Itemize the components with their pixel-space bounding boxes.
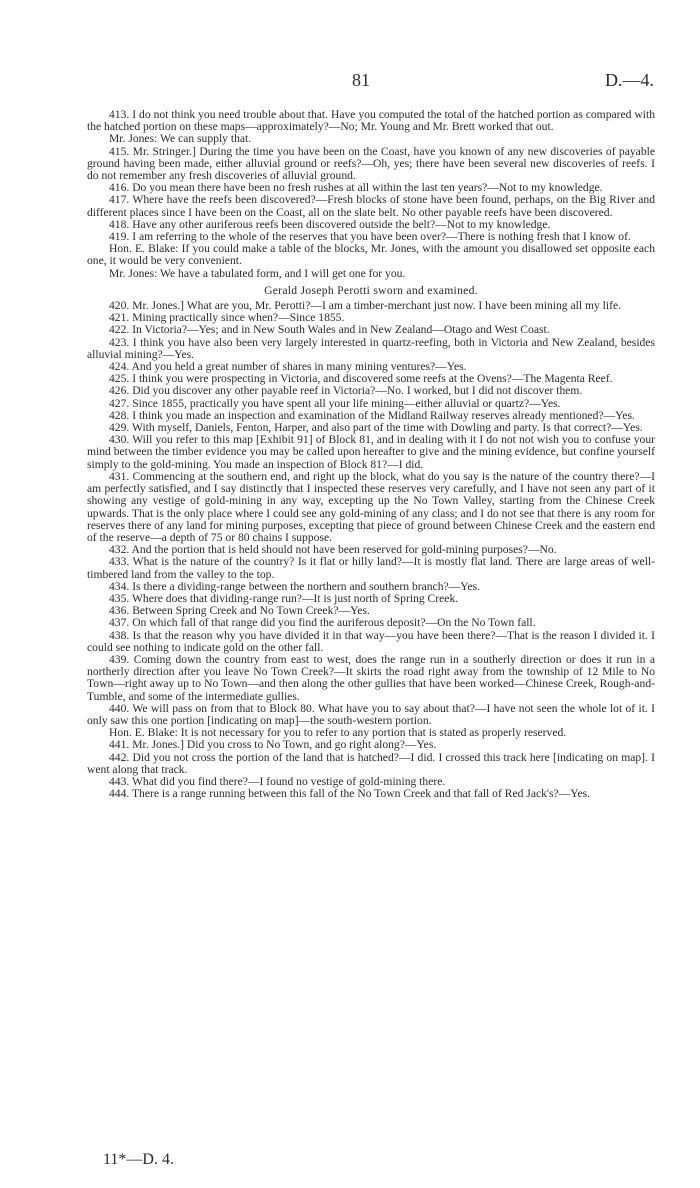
paragraph: 443. What did you find there?—I found no vestige of gold-mining there. [109,774,446,788]
paragraph: 415. Mr. Stringer.] During the time you have been on the Coast, have you known of any new discoveries of payable ground having been made, either alluvial ground or reefs?—Oh, yes; there have been several new discoveries of reefs. I do not remember any fresh discoveries of alluvial ground. [87,144,655,183]
printer-signature: 11*—D. 4. [103,1151,174,1168]
paragraph: 440. We will pass on from that to Block 80. What have you to say about that?—I have not seen the whole lot of it. I only saw this one portion [indicating on map]—the south-western portion. [87,701,655,727]
paragraph: 426. Did you discover any other payable reef in Victoria?—No. I worked, but I did not discover them. [109,384,583,398]
paragraph: Hon. E. Blake: It is not necessary for you to refer to any portion that is stated as properly reserved. [109,726,567,740]
paragraph: 438. Is that the reason why you have divided it in that way—you have been there?—That is the reason I divided it. I could see nothing to indicate gold on the other fall. [87,628,655,654]
paragraph: 419. I am referring to the whole of the reserves that you have been over?—There is nothing fresh that I know of. [109,230,631,244]
paragraph: Mr. Jones: We have a tabulated form, and I will get one for you. [109,266,406,280]
paragraph: 444. There is a range running between this fall of the No Town Creek and that fall of Red Jack's?—Yes. [109,787,591,801]
page-number: 81 [352,70,370,90]
paragraph: 441. Mr. Jones.] Did you cross to No Town, and go right along?—Yes. [109,738,437,752]
witness-heading: Gerald Joseph Perotti sworn and examined. [264,283,478,297]
paragraph: 421. Mining practically since when?—Since 1855. [109,311,345,325]
paragraph: 434. Is there a dividing-range between the northern and southern branch?—Yes. [109,579,480,593]
paragraph: Hon. E. Blake: If you could make a table of the blocks, Mr. Jones, with the amount you disallowed set opposite each one, it would be very convenient. [87,242,655,268]
document-reference: D.—4. [605,70,654,90]
paragraph: 442. Did you not cross the portion of the land that is hatched?—I did. I crossed this track here [indicating on map]. I went along that track. [87,750,655,776]
paragraph: 429. With myself, Daniels, Fenton, Harper, and also part of the time with Dowling and party. Is that correct?—Yes. [109,421,643,435]
paragraph: 439. Coming down the country from east to west, does the range run in a southerly direction or does it run in a northerly direction after you leave No Town Creek?—It skirts the road right away from the township of 12 Mile to No Town—right away up to No Town—and then along the other gullies that have been worked—Chinese Creek, Rough-and-Tumble, and some of the intermediate gullies. [87,652,655,703]
paragraph: 435. Where does that dividing-range run?—It is just north of Spring Creek. [109,591,459,605]
paragraph: 422. In Victoria?—Yes; and in New South Wales and in New Zealand—Otago and West Coast. [109,323,550,337]
paragraph: 436. Between Spring Creek and No Town Creek?—Yes. [109,604,370,618]
paragraph: 430. Will you refer to this map [Exhibit 91] of Block 81, and in dealing with it I do not not wish you to confuse your mind between the timber evidence you may be called upon hereafter to give and the mining evidence, but confine yourself simply to the gold-mining. You made an inspection of Block 81?—I did. [87,433,655,471]
paragraph: 420. Mr. Jones.] What are you, Mr. Perotti?—I am a timber-merchant just now. I have been mining all my life. [109,299,622,313]
paragraph: 418. Have any other auriferous reefs been discovered outside the belt?—Not to my knowledge. [109,217,551,231]
paragraph: Mr. Jones: We can supply that. [109,132,252,146]
paragraph: 417. Where have the reefs been discovered?—Fresh blocks of stone have been found, perhaps, on the Big River and different places since I have been on the Coast, all on the slate belt. No other payable reefs have been discovered. [87,193,655,219]
paragraph: 416. Do you mean there have been no fresh rushes at all within the last ten years?—Not to my knowledge. [109,181,603,195]
paragraph: 413. I do not think you need trouble about that. Have you computed the total of the hatched portion as compared with the hatched portion on these maps—approximately?—No; Mr. Young and Mr. Brett worked that out. [87,108,655,134]
testimony-body [87,109,655,800]
paragraph: 424. And you held a great number of shares in many mining ventures?—Yes. [109,360,467,374]
paragraph: 423. I think you have also been very largely interested in quartz-reefing, both in Victoria and New Zealand, besides alluvial mining?—Yes. [87,335,655,361]
paragraph: 432. And the portion that is held should not have been reserved for gold-mining purposes?—No. [109,543,557,557]
paragraph: 425. I think you were prospecting in Victoria, and discovered some reefs at the Ovens?—The Magenta Reef. [109,372,613,386]
paragraph: 427. Since 1855, practically you have spent all your life mining—either alluvial or quartz?—Yes. [109,396,561,410]
page-header [0,70,700,94]
paragraph: 433. What is the nature of the country? Is it flat or hilly land?—It is mostly flat land. There are large areas of well-timbered land from the valley to the top. [87,555,655,581]
paragraph: 431. Commencing at the southern end, and right up the block, what do you say is the nature of the country there?—I am perfectly satisfied, and I say distinctly that I inspected these reserves very carefully, and I have not seen any part of it showing any vestige of gold-mining in any way, excepting up the No Town Valley, starting from the Chinese Creek upwards. That is the only place where I could see any gold-mining of any class; and I do not see that there is any room for reserves there of any land for mining purposes, excepting that piece of ground between Chinese Creek and the eastern end of the reserve—a depth of 75 or 80 chains I suppose. [87,469,655,544]
paragraph: 428. I think you made an inspection and examination of the Midland Railway reserves already mentioned?—Yes. [109,408,635,422]
paragraph: 437. On which fall of that range did you find the auriferous deposit?—On the No Town fall. [109,616,536,630]
